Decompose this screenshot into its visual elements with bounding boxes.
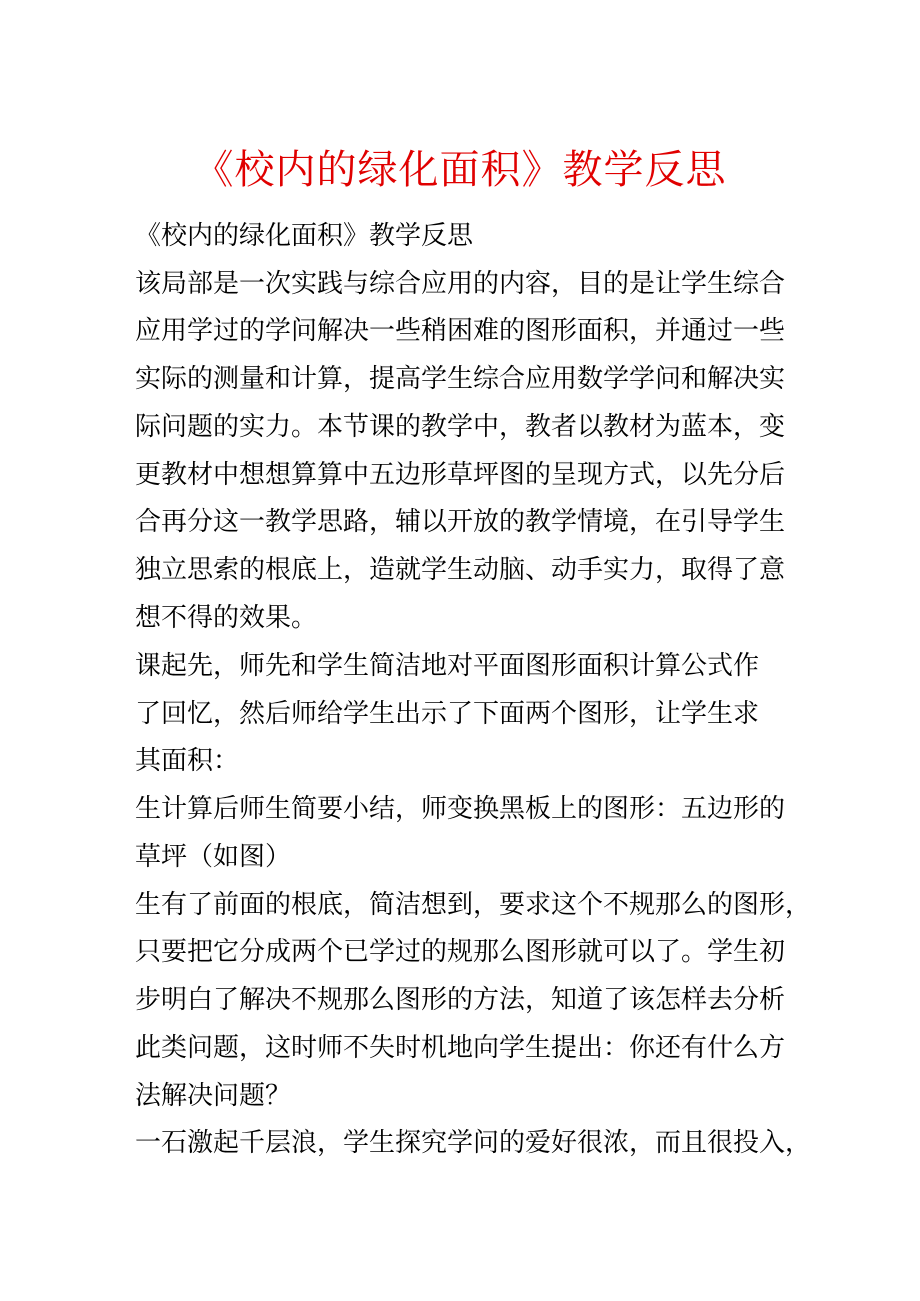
document-title: 《校内的绿化面积》教学反思 <box>193 147 727 193</box>
text-line: 想不得的效果。 <box>135 603 318 633</box>
text-line: 其面积： <box>135 746 240 776</box>
text-line: 应用学过的学问解决一些稍困难的图形面积，并通过一些 <box>135 316 786 346</box>
text-line: 更教材中想想算算中五边形草坪图的呈现方式，以先分后 <box>135 460 786 490</box>
text-line: 此类问题，这时师不失时机地向学生提出：你还有什么方 <box>135 1033 786 1063</box>
text-line: 草坪（如图） <box>135 842 292 872</box>
text-line: 一石激起千层浪，学生探究学问的爱好很浓，而且很投入， <box>135 1128 812 1158</box>
text-line: 该局部是一次实践与综合应用的内容，目的是让学生综合 <box>135 269 786 299</box>
text-line: 生计算后师生简要小结，师变换黑板上的图形：五边形的 <box>135 794 786 824</box>
text-line: 法解决问题？ <box>135 1081 292 1111</box>
text-line: 独立思索的根底上，造就学生动脑、动手实力，取得了意 <box>135 555 786 585</box>
text-line: 课起先，师先和学生简洁地对平面图形面积计算公式作 <box>135 651 760 681</box>
text-line: 生有了前面的根底，简洁想到，要求这个不规那么的图形， <box>135 890 812 920</box>
text-line: 步明白了解决不规那么图形的方法，知道了该怎样去分析 <box>135 985 786 1015</box>
text-line: 了回忆，然后师给学生出示了下面两个图形，让学生求 <box>135 699 760 729</box>
text-line: 实际的测量和计算，提高学生综合应用数学学问和解决实 <box>135 364 786 394</box>
text-line: 《校内的绿化面积》教学反思 <box>135 221 474 251</box>
text-line: 际问题的实力。本节课的教学中，教者以教材为蓝本，变 <box>135 412 786 442</box>
text-line: 只要把它分成两个已学过的规那么图形就可以了。学生初 <box>135 937 786 967</box>
text-line: 合再分这一教学思路，辅以开放的教学情境，在引导学生 <box>135 507 786 537</box>
